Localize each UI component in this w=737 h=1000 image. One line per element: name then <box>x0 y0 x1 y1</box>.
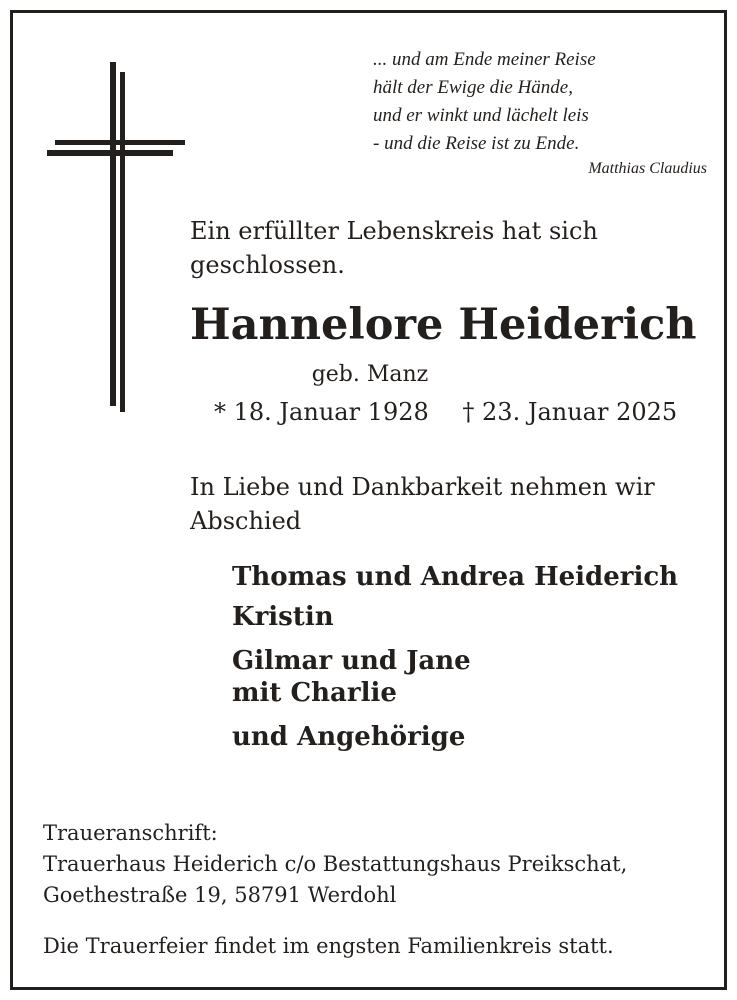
address-label: Traueranschrift: <box>43 821 218 845</box>
intro-text <box>190 214 670 282</box>
intro-line: Ein erfüllter Lebenskreis hat sich <box>190 217 598 245</box>
poem-line: und er winkt und lächelt leis <box>373 105 589 126</box>
mourner-entry: Kristin <box>232 602 334 632</box>
poem-line: hält der Ewige die Hände, <box>373 77 573 98</box>
deceased-name: Hannelore Heiderich <box>190 300 697 350</box>
poem-author: Matthias Claudius <box>588 160 707 177</box>
address-line: Trauerhaus Heiderich c/o Bestattungshaus Preikschat, <box>43 852 628 876</box>
intro-line: geschlossen. <box>190 251 345 279</box>
poem-quote <box>373 46 693 158</box>
mourners-list <box>232 557 712 757</box>
mourner-entry: mit Charlie <box>232 678 397 708</box>
death-date: † 23. Januar 2025 <box>462 398 678 426</box>
life-dates <box>214 398 684 426</box>
address-line: Goethestraße 19, 58791 Werdohl <box>43 883 397 907</box>
poem-line: ... und am Ende meiner Reise <box>373 49 596 70</box>
mourner-entry: Gilmar und Jane <box>232 646 471 676</box>
cross-icon <box>45 62 187 412</box>
birth-date: * 18. Januar 1928 <box>214 398 429 426</box>
mourning-address <box>43 818 713 911</box>
service-note: Die Trauerfeier findet im engsten Familienkreis statt. <box>43 934 614 958</box>
mourner-entry: und Angehörige <box>232 722 466 752</box>
farewell-text <box>190 470 710 538</box>
poem-line: - und die Reise ist zu Ende. <box>373 133 580 154</box>
farewell-line: Abschied <box>190 507 302 535</box>
birth-name: geb. Manz <box>311 362 429 387</box>
farewell-line: In Liebe und Dankbarkeit nehmen wir <box>190 473 655 501</box>
mourner-entry: Thomas und Andrea Heiderich <box>232 562 679 592</box>
